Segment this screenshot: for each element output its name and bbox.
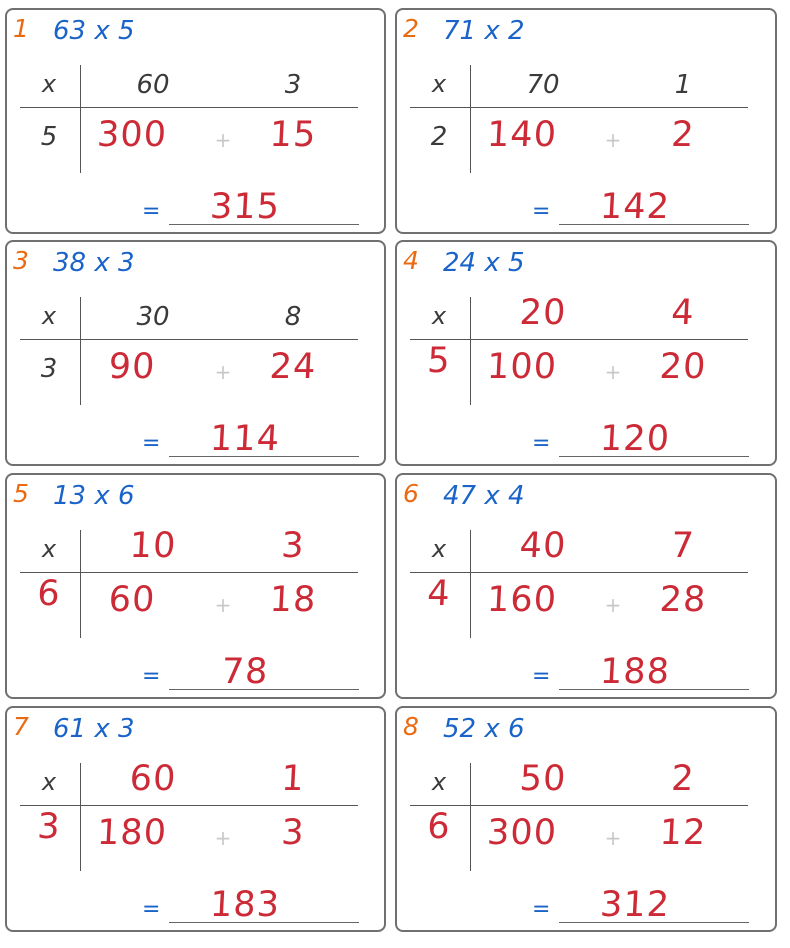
problem-number: 2 [403,14,419,43]
partial-product-1: 90 [107,347,157,387]
grid-multiply-symbol: x [431,302,447,330]
answer-value: 188 [599,652,671,692]
grid-column-1-header: 70 [526,70,560,100]
equals-sign: = [532,431,551,456]
answer-value: 142 [599,187,671,227]
problem-number: 4 [403,246,419,275]
grid-row-multiplier: 3 [36,807,62,847]
problem-card-3 [5,240,386,466]
partial-product-2: 28 [658,580,708,620]
problem-card-6 [395,473,777,699]
problem-number: 3 [13,246,29,275]
problem-expression: 63 x 5 [53,16,135,46]
plus-sign: + [214,360,232,384]
partial-product-2: 24 [268,347,318,387]
problem-number: 1 [13,14,29,43]
problem-expression: 71 x 2 [443,16,525,46]
answer-value: 78 [220,652,270,692]
grid-column-2-header: 2 [670,759,696,799]
plus-sign: + [214,826,232,850]
partial-product-1: 60 [107,580,157,620]
grid-multiply-symbol: x [431,535,447,563]
grid-multiply-symbol: x [431,70,447,98]
grid-column-1-header: 40 [518,526,568,566]
grid-multiply-symbol: x [41,768,57,796]
problem-card-8 [395,706,777,932]
grid-column-2-header: 3 [280,526,306,566]
grid-row-multiplier: 6 [426,807,452,847]
grid-column-2-header: 1 [674,70,692,100]
grid-vertical-line [470,530,471,638]
grid-horizontal-line [20,805,358,806]
grid-column-2-header: 7 [670,526,696,566]
answer-value: 120 [599,419,671,459]
grid-vertical-line [80,763,81,871]
grid-column-1-header: 20 [518,293,568,333]
grid-column-1-header: 10 [128,526,178,566]
grid-column-1-header: 50 [518,759,568,799]
equals-sign: = [142,664,161,689]
grid-row-multiplier: 5 [40,122,58,152]
answer-value: 315 [209,187,281,227]
grid-multiply-symbol: x [431,768,447,796]
partial-product-1: 160 [486,580,558,620]
grid-column-2-header: 3 [284,70,302,100]
plus-sign: + [604,360,622,384]
partial-product-1: 180 [96,813,168,853]
grid-vertical-line [470,297,471,405]
partial-product-2: 12 [658,813,708,853]
problem-card-2 [395,8,777,234]
partial-product-2: 3 [280,813,306,853]
partial-product-2: 20 [658,347,708,387]
plus-sign: + [214,128,232,152]
grid-column-1-header: 60 [128,759,178,799]
problem-card-4 [395,240,777,466]
plus-sign: + [604,826,622,850]
partial-product-1: 140 [486,115,558,155]
grid-column-1-header: 60 [136,70,170,100]
grid-column-1-header: 30 [136,302,170,332]
equals-sign: = [142,897,161,922]
equals-sign: = [532,897,551,922]
partial-product-2: 2 [670,115,696,155]
grid-multiply-symbol: x [41,535,57,563]
grid-vertical-line [470,65,471,173]
grid-horizontal-line [20,572,358,573]
problem-expression: 52 x 6 [443,714,525,744]
problem-number: 7 [13,712,29,741]
partial-product-1: 100 [486,347,558,387]
grid-multiply-symbol: x [41,302,57,330]
problem-expression: 61 x 3 [53,714,135,744]
problem-expression: 38 x 3 [53,248,135,278]
grid-vertical-line [80,530,81,638]
equals-sign: = [532,199,551,224]
grid-row-multiplier: 2 [430,122,448,152]
grid-horizontal-line [410,107,748,108]
grid-column-2-header: 1 [280,759,306,799]
problem-expression: 47 x 4 [443,481,525,511]
grid-vertical-line [80,297,81,405]
partial-product-2: 18 [268,580,318,620]
grid-horizontal-line [410,805,748,806]
grid-row-multiplier: 6 [36,574,62,614]
grid-horizontal-line [20,107,358,108]
equals-sign: = [142,199,161,224]
problem-number: 6 [403,479,419,508]
grid-horizontal-line [410,339,748,340]
problem-number: 5 [13,479,29,508]
equals-sign: = [142,431,161,456]
plus-sign: + [604,593,622,617]
problem-expression: 13 x 6 [53,481,135,511]
partial-product-1: 300 [96,115,168,155]
plus-sign: + [214,593,232,617]
problem-expression: 24 x 5 [443,248,525,278]
grid-horizontal-line [410,572,748,573]
grid-column-2-header: 4 [670,293,696,333]
answer-value: 183 [209,885,281,925]
grid-row-multiplier: 3 [40,354,58,384]
problem-card-7 [5,706,386,932]
grid-horizontal-line [20,339,358,340]
problem-card-1 [5,8,386,234]
answer-value: 114 [209,419,281,459]
partial-product-1: 300 [486,813,558,853]
grid-vertical-line [80,65,81,173]
grid-column-2-header: 8 [284,302,302,332]
answer-value: 312 [599,885,671,925]
grid-row-multiplier: 5 [426,341,452,381]
grid-vertical-line [470,763,471,871]
grid-row-multiplier: 4 [426,574,452,614]
equals-sign: = [532,664,551,689]
partial-product-2: 15 [268,115,318,155]
problem-card-5 [5,473,386,699]
plus-sign: + [604,128,622,152]
grid-multiply-symbol: x [41,70,57,98]
problem-number: 8 [403,712,419,741]
